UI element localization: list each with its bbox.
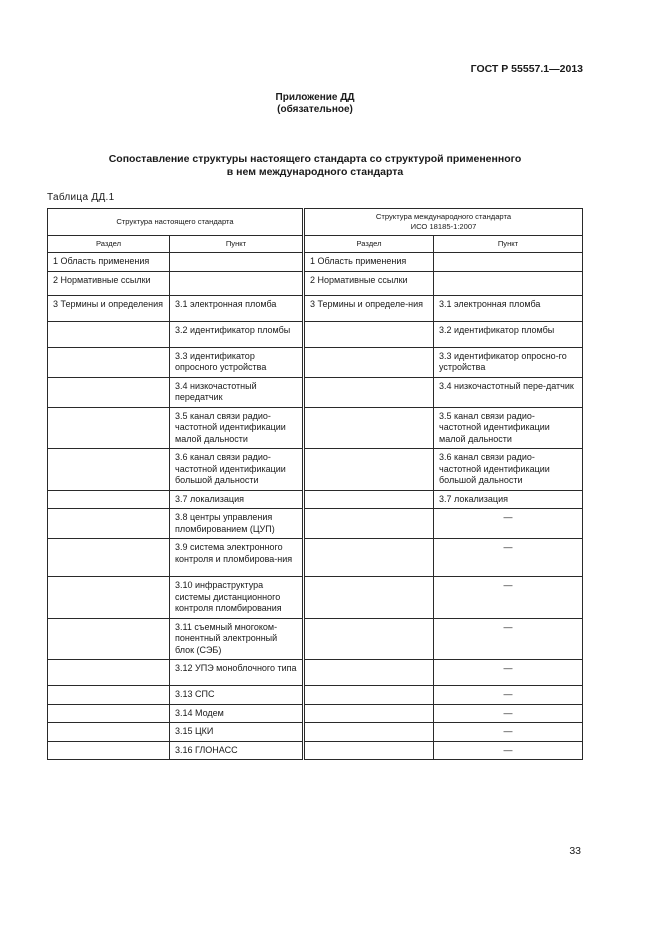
cell-item-right: 3.2 идентификатор пломбы <box>434 321 583 347</box>
cell-item-right: — <box>434 723 583 742</box>
cell-item-left: 3.1 электронная пломба <box>170 295 304 321</box>
cell-item-left: 3.7 локализация <box>170 490 304 509</box>
table-column-header-row <box>48 236 583 253</box>
cell-section-left <box>48 618 170 660</box>
cell-section-right <box>304 741 434 760</box>
cell-section-right <box>304 407 434 449</box>
cell-section-right <box>304 660 434 686</box>
cell-item-right: — <box>434 704 583 723</box>
table-row <box>48 449 583 491</box>
cell-section-left <box>48 741 170 760</box>
table-row <box>48 741 583 760</box>
cell-section-right <box>304 704 434 723</box>
cell-item-left: 3.13 СПС <box>170 686 304 705</box>
cell-item-left: 3.16 ГЛОНАСС <box>170 741 304 760</box>
cell-section-right <box>304 539 434 577</box>
table-row <box>48 295 583 321</box>
cell-section-right <box>304 347 434 377</box>
cell-section-left <box>48 577 170 619</box>
table-row <box>48 253 583 272</box>
cell-section-right: 2 Нормативные ссылки <box>304 271 434 295</box>
cell-section-left <box>48 377 170 407</box>
table-row <box>48 686 583 705</box>
page-number: 33 <box>569 845 581 857</box>
cell-item-right: — <box>434 686 583 705</box>
cell-item-right <box>434 253 583 272</box>
cell-section-left <box>48 347 170 377</box>
cell-item-left: 3.15 ЦКИ <box>170 723 304 742</box>
document-code: ГОСТ Р 55557.1—2013 <box>470 63 583 75</box>
cell-item-left: 3.9 система электронного контроля и пломбирова-ния <box>170 539 304 577</box>
comparison-table <box>47 208 583 760</box>
annex-heading <box>0 92 630 116</box>
table-row <box>48 377 583 407</box>
cell-section-right <box>304 490 434 509</box>
cell-section-left <box>48 686 170 705</box>
cell-section-right <box>304 618 434 660</box>
table-row <box>48 407 583 449</box>
cell-item-right: — <box>434 539 583 577</box>
group-header-this-standard: Структура настоящего стандарта <box>48 209 304 236</box>
annex-label: Приложение ДД <box>275 92 355 103</box>
cell-section-left: 3 Термины и определения <box>48 295 170 321</box>
cell-section-left <box>48 321 170 347</box>
cell-section-left <box>48 660 170 686</box>
cell-item-left: 3.12 УПЭ моноблочного типа <box>170 660 304 686</box>
cell-item-left <box>170 271 304 295</box>
cell-section-left: 2 Нормативные ссылки <box>48 271 170 295</box>
cell-item-right: — <box>434 660 583 686</box>
group-header-international-code: ИСО 18185-1:2007 <box>410 222 477 231</box>
title-line-2: в нем международного стандарта <box>226 166 404 178</box>
cell-section-right <box>304 509 434 539</box>
cell-section-left <box>48 539 170 577</box>
cell-item-right: 3.3 идентификатор опросно-го устройства <box>434 347 583 377</box>
cell-item-left: 3.2 идентификатор пломбы <box>170 321 304 347</box>
cell-item-left: 3.5 канал связи радио-частотной идентификации малой дальности <box>170 407 304 449</box>
cell-item-left: 3.6 канал связи радио-частотной идентификации большой дальности <box>170 449 304 491</box>
cell-section-right <box>304 686 434 705</box>
cell-item-left: 3.4 низкочастотный передатчик <box>170 377 304 407</box>
column-header-item-left: Пункт <box>170 236 304 253</box>
table-caption: Таблица ДД.1 <box>47 192 115 203</box>
cell-section-right <box>304 723 434 742</box>
table-row <box>48 723 583 742</box>
cell-item-right: 3.4 низкочастотный пере-датчик <box>434 377 583 407</box>
table-row <box>48 577 583 619</box>
cell-item-right: — <box>434 741 583 760</box>
cell-item-left: 3.8 центры управления пломбированием (ЦУП) <box>170 509 304 539</box>
title-line-1: Сопоставление структуры настоящего стандарта со структурой примененного <box>108 153 522 165</box>
cell-section-right: 1 Область применения <box>304 253 434 272</box>
cell-section-right <box>304 577 434 619</box>
cell-item-left: 3.10 инфраструктура системы дистанционного контроля пломбирования <box>170 577 304 619</box>
cell-section-left <box>48 449 170 491</box>
table-row <box>48 618 583 660</box>
cell-section-left <box>48 407 170 449</box>
cell-item-right: 3.7 локализация <box>434 490 583 509</box>
cell-section-left <box>48 509 170 539</box>
table-row <box>48 660 583 686</box>
cell-item-left: 3.3 идентификатор опросного устройства <box>170 347 304 377</box>
cell-item-right: — <box>434 509 583 539</box>
table-row <box>48 539 583 577</box>
column-header-section-right: Раздел <box>304 236 434 253</box>
column-header-item-right: Пункт <box>434 236 583 253</box>
cell-section-right <box>304 321 434 347</box>
cell-section-right <box>304 377 434 407</box>
table-row <box>48 704 583 723</box>
cell-item-right: 3.1 электронная пломба <box>434 295 583 321</box>
cell-section-left <box>48 723 170 742</box>
table-row <box>48 321 583 347</box>
table-row <box>48 509 583 539</box>
cell-section-right <box>304 449 434 491</box>
cell-item-right: — <box>434 618 583 660</box>
group-header-international-title: Структура международного стандарта <box>375 212 512 221</box>
group-header-international-standard <box>304 209 583 236</box>
cell-section-left <box>48 490 170 509</box>
document-title <box>0 153 630 179</box>
table-row <box>48 347 583 377</box>
cell-section-left <box>48 704 170 723</box>
cell-section-left: 1 Область применения <box>48 253 170 272</box>
annex-status: (обязательное) <box>277 104 353 115</box>
cell-item-right: — <box>434 577 583 619</box>
table-row <box>48 490 583 509</box>
cell-item-right: 3.6 канал связи радио-частотной идентификации большой дальности <box>434 449 583 491</box>
cell-item-left <box>170 253 304 272</box>
cell-item-left: 3.14 Модем <box>170 704 304 723</box>
cell-item-right: 3.5 канал связи радио-частотной идентификации малой дальности <box>434 407 583 449</box>
column-header-section-left: Раздел <box>48 236 170 253</box>
table-group-header-row <box>48 209 583 236</box>
cell-item-right <box>434 271 583 295</box>
cell-section-right: 3 Термины и определе-ния <box>304 295 434 321</box>
table-row <box>48 271 583 295</box>
cell-item-left: 3.11 съемный многоком-понентный электронный блок (СЭБ) <box>170 618 304 660</box>
